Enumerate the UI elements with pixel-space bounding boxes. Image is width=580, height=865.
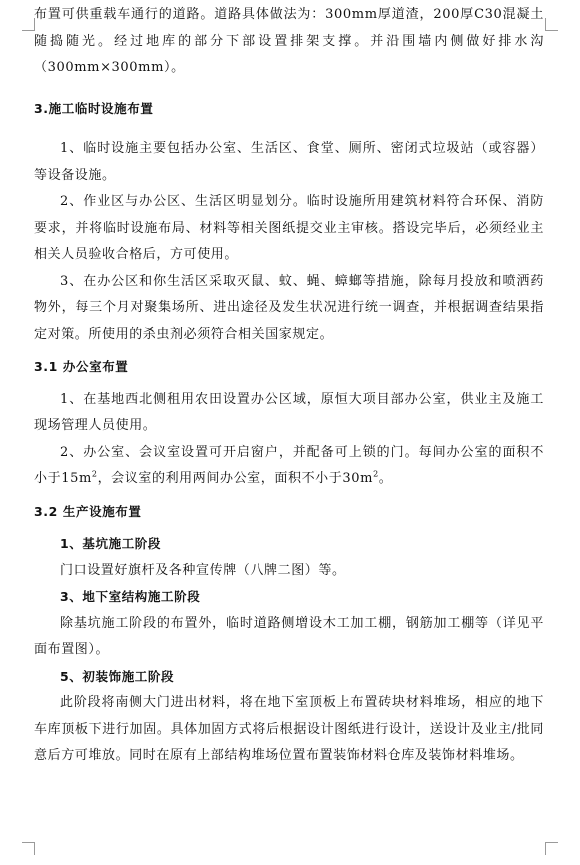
- crop-mark-top-right: [545, 18, 558, 31]
- paragraph-road: 布置可供重载车通行的道路。道路具体做法为：300mm厚道渣，200厚C30混凝土随捣随光。经过地库的部分下部设置排架支撑。并沿围墙内侧做好排水沟（300mm×300mm）。: [34, 7, 544, 75]
- paragraph-facilities-1: 1、临时设施主要包括办公室、生活区、食堂、厕所、密闭式垃圾站（或容器）等设备设施。: [34, 141, 544, 183]
- heading-office-layout: 3.1 办公室布置: [34, 359, 129, 374]
- subheading-foundation-pit: 1、基坑施工阶段: [60, 536, 161, 551]
- office-2-sup-1: 2: [91, 469, 98, 479]
- crop-mark-bottom-left: [22, 842, 35, 855]
- office-2-text-c: 。: [378, 471, 393, 486]
- subheading-initial-decoration: 5、初装饰施工阶段: [60, 668, 175, 684]
- paragraph-facilities-2: 2、作业区与办公区、生活区明显划分。临时设施所用建筑材料符合环保、消防要求，并将临时设施布局、材料等相关图纸提交业主审核。搭设完毕后，必须经业主相关人员验收合格后，方可使用。: [34, 194, 544, 262]
- paragraph-basement-structure: 除基坑施工阶段的布置外，临时道路侧增设木工加工棚，钢筋加工棚等（详见平面布置图）。: [34, 615, 544, 657]
- heading-temporary-facilities: 3.施工临时设施布置: [34, 100, 154, 116]
- paragraph-initial-decoration: 此阶段将南侧大门进出材料，将在地下室顶板上布置砖块材料堆场，相应的地下车库顶板下进行加固。具体加固方式将后根据设计图纸进行设计，送设计及业主/批同意后方可堆放。同时在原有上部结构堆场位置布置装饰材料仓库及装饰材料堆场。: [34, 695, 544, 763]
- office-2-text-b: ，会议室的利用两间办公室，面积不小于30m: [97, 471, 374, 486]
- heading-production-facilities: 3.2 生产设施布置: [34, 503, 142, 519]
- office-2-sup-2: 2: [373, 469, 379, 479]
- paragraph-office-2: [34, 440, 544, 493]
- paragraph-facilities-3: 3、在办公区和你生活区采取灭鼠、蚊、蝇、蟑螂等措施，除每月投放和喷洒药物外，每三个月对聚集场所、进出途径及发生状况进行统一调查，并根据调查结果指定对策。所使用的杀虫剂必须符合相关国家规定。: [34, 273, 544, 342]
- paragraph-foundation-pit: 门口设置好旗杆及各种宣传牌（八牌二图）等。: [60, 562, 346, 578]
- crop-mark-bottom-right: [545, 842, 558, 855]
- office-2-text-a: 2、办公室、会议室设置可开启窗户，并配备可上锁的门。每间办公室的面积不小于15m: [34, 444, 544, 486]
- document-page: [34, 2, 544, 770]
- paragraph-office-1: 1、在基地西北侧租用农田设置办公区域，原恒大项目部办公室，供业主及施工现场管理人员使用。: [34, 391, 544, 433]
- subheading-basement-structure: 3、地下室结构施工阶段: [60, 589, 201, 604]
